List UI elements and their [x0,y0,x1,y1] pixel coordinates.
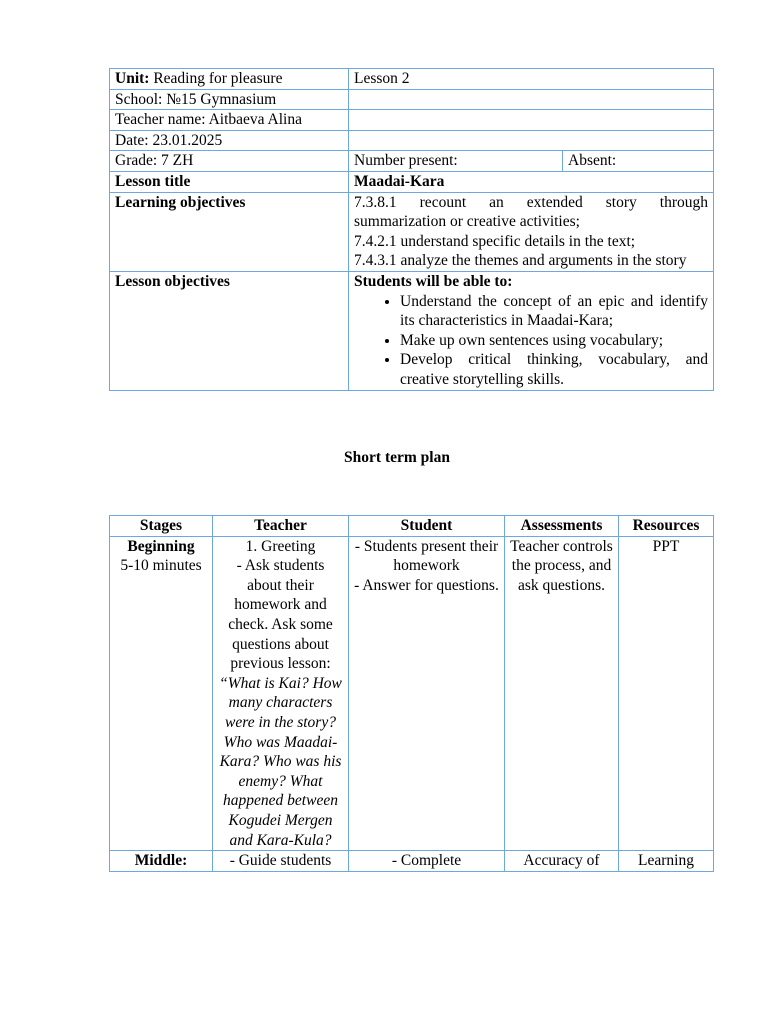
lesson-title-value: Maadai-Kara [349,171,714,192]
header-teacher: Teacher [213,516,349,537]
unit-label: Unit: [115,70,150,87]
unit-cell [110,69,349,90]
stage-time: 5-10 minutes [120,557,202,575]
learning-objectives-label: Learning objectives [110,192,349,271]
header-stages: Stages [110,516,213,537]
grade: Grade: 7 ZH [110,151,349,172]
lesson-objectives-list [354,292,708,390]
date: Date: 23.01.2025 [110,130,349,151]
teacher-name: Teacher name: Aitbaeva Alina [110,110,349,131]
school: School: №15 Gymnasium [110,89,349,110]
teacher-questions: “What is Kai? How many characters were in the story? Who was Maadai-Kara? Who was his enemy? What happened between Kogudei Mergen and Kara-Kula? [219,674,342,849]
plan-row-beginning [110,536,714,851]
lesson-objectives-intro: Students will be able to: [354,272,513,290]
plan-row-middle [110,851,714,872]
learning-objectives [349,192,714,271]
teacher-step: 1. Greeting [245,537,316,555]
student-middle: - Complete [349,851,505,872]
assessment-beginning: Teacher controls the process, and ask questions. [505,536,619,851]
stage-middle: Middle: [110,851,213,872]
learning-objective: 7.4.2.1 understand specific details in the text; [354,232,636,250]
empty-cell [349,130,714,151]
teacher-beginning [213,536,349,851]
unit-value: Reading for pleasure [153,70,283,87]
learning-objective: 7.4.3.1 analyze the themes and arguments in the story [354,252,687,270]
absent: Absent: [563,151,714,172]
lesson-title-label: Lesson title [110,171,349,192]
lesson-objectives-label: Lesson objectives [110,271,349,390]
empty-cell [349,110,714,131]
student-beginning [349,536,505,851]
short-term-plan-title: Short term plan [344,449,450,466]
lesson-info-table [109,68,714,391]
header-student: Student [349,516,505,537]
teacher-step: - Ask students about their homework and check. Ask some questions about previous lesson: [228,557,333,673]
short-term-plan-table [109,515,714,872]
assessment-middle: Accuracy of [505,851,619,872]
learning-objective: 7.3.8.1 recount an extended story through summarization or creative activities; [354,193,709,231]
header-resources: Resources [619,516,714,537]
stage-beginning [110,536,213,851]
student-step: - Students present their homework [354,537,499,575]
number-present: Number present: [349,151,563,172]
stage-name: Beginning [127,537,195,555]
lesson-number: Lesson 2 [349,69,714,90]
lesson-objective: • Understand the concept of an epic and identify its characteristics in Maadai-Kara; [400,292,708,331]
header-assessments: Assessments [505,516,619,537]
lesson-objective: • Develop critical thinking, vocabulary, and creative storytelling skills. [400,350,708,389]
teacher-middle: - Guide students [213,851,349,872]
student-step: - Answer for questions. [354,576,499,594]
lesson-objective: • Make up own sentences using vocabulary; [400,331,708,351]
plan-header-row [110,516,714,537]
resources-beginning: PPT [619,536,714,851]
resources-middle: Learning [619,851,714,872]
empty-cell [349,89,714,110]
lesson-objectives [349,271,714,390]
